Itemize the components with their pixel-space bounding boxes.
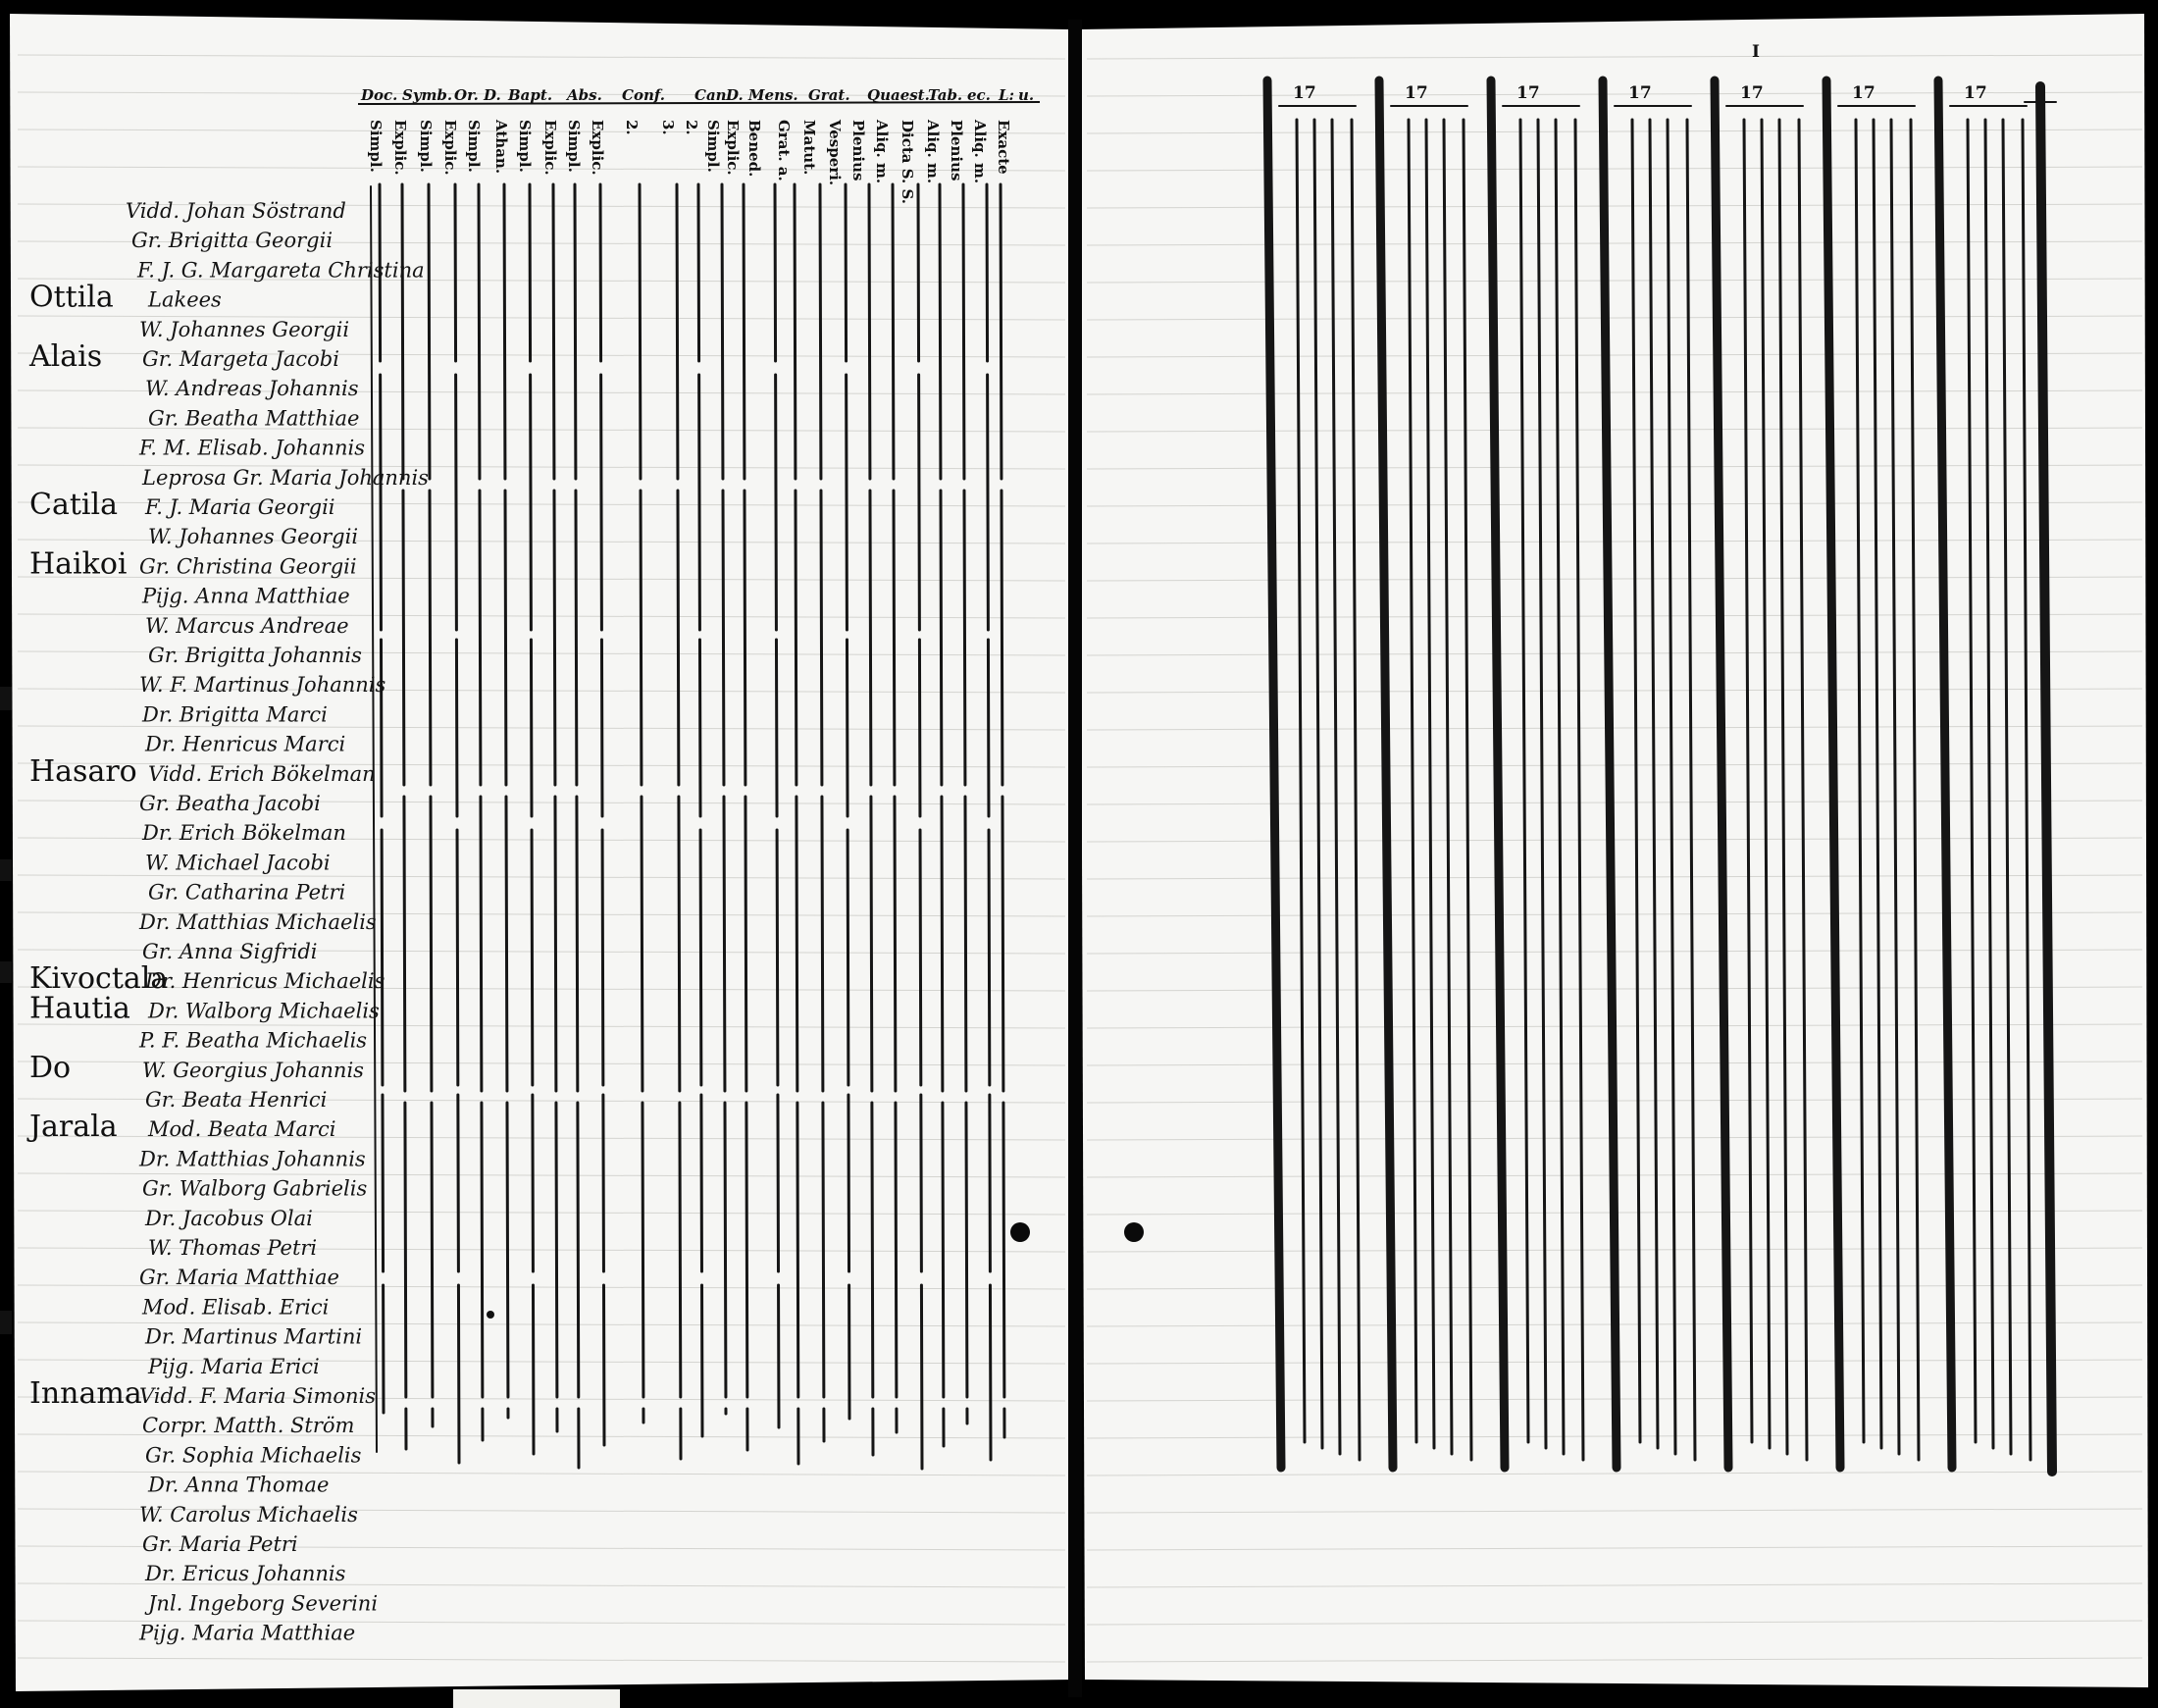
person-entry: Leprosa Gr. Maria Johannis (142, 465, 429, 490)
person-entry: Mod. Elisab. Erici (142, 1295, 330, 1320)
person-entry: W. Johannes Georgii (139, 317, 350, 341)
farm-name: Catila (29, 488, 118, 522)
person-entry: P. F. Beatha Michaelis (139, 1028, 368, 1053)
binding-hole-left (1010, 1222, 1030, 1242)
person-entry: Gr. Beatha Jacobi (139, 792, 321, 815)
person-entry: Dr. Brigitta Marci (142, 702, 328, 727)
person-entry: F. J. G. Margareta Christina (137, 258, 425, 283)
person-entry: W. Carolus Michaelis (139, 1502, 358, 1527)
book-gutter (1068, 20, 1082, 1697)
header-can: Can. (694, 86, 732, 104)
header-dmens: D. Mens. (726, 86, 798, 104)
subcolumn-header: Simpl. (516, 120, 534, 173)
header-bapt: Bapt. (508, 86, 553, 104)
person-entry: Gr. Margeta Jacobi (142, 347, 339, 371)
person-entry: Dr. Anna Thomae (148, 1473, 330, 1497)
header-quaest: Quaest. (867, 86, 930, 104)
subcolumn-header: Aliq. m. (873, 120, 891, 184)
subcolumn-header: Simpl. (367, 120, 385, 173)
person-entry: Mod. Beata Marci (148, 1117, 336, 1142)
subcolumn-header: Simpl. (465, 120, 483, 173)
farm-name: Kivoctala (29, 961, 169, 997)
person-entry: W. Michael Jacobi (145, 851, 331, 875)
bottom-paper-strip (453, 1689, 620, 1708)
subcolumn-header: Vesperi. (826, 120, 844, 186)
subcolumn-header: Simpl. (704, 120, 722, 173)
year-label: 17 (1405, 83, 1428, 103)
person-entry: Dr. Henricus Marci (145, 732, 346, 756)
person-entry: Jnl. Ingeborg Severini (148, 1591, 379, 1616)
column-header-row (358, 86, 1040, 104)
subcolumn-header: Grat. a. (775, 120, 793, 181)
subcolumn-header: Exacte (995, 120, 1012, 175)
subcolumn-header: Plenius (849, 120, 867, 181)
person-entry: W. Thomas Petri (148, 1236, 318, 1260)
person-entry: Gr. Christina Georgii (139, 554, 357, 579)
farm-name: Haikoi (29, 546, 128, 582)
person-entry: Vidd. F. Maria Simonis (139, 1384, 377, 1408)
person-entry: Gr. Beata Henrici (145, 1088, 328, 1112)
header-symb: Symb. (402, 86, 453, 104)
person-entry: Gr. Anna Sigfridi (142, 940, 318, 963)
person-entry: W. Marcus Andreae (145, 613, 349, 638)
year-label: 17 (1628, 83, 1652, 103)
subcolumn-header: Athan. (492, 120, 510, 175)
subcolumn-header: Explic. (441, 120, 459, 176)
subcolumn-header: Simpl. (565, 120, 583, 173)
farm-name: Hasaro (29, 753, 137, 789)
subcolumn-header: Matut. (800, 120, 818, 176)
subcolumn-header: 3. (659, 120, 677, 135)
year-label: 17 (1740, 83, 1764, 103)
person-entry: W. Johannes Georgii (148, 525, 359, 549)
subcolumn-header: Aliq. m. (971, 120, 989, 184)
subcolumn-header: Simpl. (417, 120, 435, 173)
farm-name: Do (29, 1050, 72, 1085)
person-entry: Pijg. Maria Erici (148, 1354, 320, 1378)
person-entry: Gr. Maria Matthiae (139, 1266, 339, 1290)
subcolumn-header: Explic. (589, 120, 606, 176)
header-u: u. (1018, 86, 1035, 104)
person-entry: Dr. Martinus Martini (145, 1324, 363, 1349)
person-entry: Gr. Beatha Matthiae (148, 406, 360, 431)
person-entry: Vidd. Johan Söstrand (126, 199, 346, 223)
header-conf: Conf. (622, 86, 665, 104)
person-entry: Gr. Brigitta Johannis (148, 644, 362, 667)
farm-name: Innama (29, 1376, 142, 1411)
year-label: 17 (1964, 83, 1987, 103)
person-entry: Gr. Walborg Gabrielis (142, 1176, 368, 1201)
person-entry: Pijg. Anna Matthiae (142, 584, 350, 608)
header-abs: Abs. (567, 86, 602, 104)
subcolumn-header: Explic. (724, 120, 742, 176)
person-entry: Dr. Ericus Johannis (145, 1562, 346, 1586)
header-l: L: (999, 86, 1015, 104)
person-entry: Dr. Matthias Michaelis (139, 909, 377, 934)
person-entry: F. M. Elisab. Johannis (139, 436, 366, 460)
subcolumn-header: Explic. (541, 120, 559, 176)
person-entry: Dr. Jacobus Olai (145, 1206, 313, 1230)
person-entry: Gr. Brigitta Georgii (131, 229, 334, 253)
farm-name: Hautia (29, 991, 130, 1026)
farm-name: Jarala (29, 1110, 118, 1145)
year-label: 17 (1852, 83, 1875, 103)
header-grat: Grat. (808, 86, 850, 104)
year-label: 17 (1516, 83, 1540, 103)
person-entry: W. Georgius Johannis (142, 1058, 364, 1082)
person-entry: Dr. Henricus Michaelis (145, 969, 385, 994)
header-ec: ec. (967, 86, 991, 104)
person-entry: Lakees (148, 287, 222, 312)
subcolumn-header: Explic. (391, 120, 409, 176)
year-label: 17 (1293, 83, 1316, 103)
person-entry: Dr. Erich Bökelman (142, 821, 346, 846)
subcolumn-header: Aliq. m. (924, 120, 942, 184)
person-entry: W. Andreas Johannis (145, 377, 359, 401)
person-entry: F. J. Maria Georgii (145, 495, 335, 519)
person-entry: Gr. Catharina Petri (148, 880, 346, 905)
person-entry: Gr. Maria Petri (142, 1532, 298, 1556)
page-marker: I (1752, 42, 1760, 62)
subcolumn-header: Bened. (745, 120, 763, 178)
person-entry: Dr. Walborg Michaelis (148, 999, 380, 1023)
header-doc: Doc. (361, 86, 398, 104)
subcolumn-header: Dicta S. S. (899, 120, 916, 204)
ink-dot (487, 1311, 494, 1319)
subcolumn-header: Plenius (948, 120, 965, 181)
person-entry: Pijg. Maria Matthiae (139, 1621, 356, 1645)
farm-name: Ottila (29, 280, 114, 315)
farm-name: Alais (29, 339, 103, 374)
header-ord: Or. D. (454, 86, 501, 104)
person-entry: W. F. Martinus Johannis (139, 673, 386, 698)
subcolumn-header: 2. (623, 120, 641, 135)
binding-hole-right (1124, 1222, 1144, 1242)
subcolumn-header: 2. (683, 120, 700, 135)
person-entry: Vidd. Erich Bökelman (148, 761, 376, 786)
person-entry: Corpr. Matth. Ström (142, 1414, 355, 1438)
header-tab: Tab. (928, 86, 963, 104)
person-entry: Gr. Sophia Michaelis (145, 1443, 362, 1468)
person-entry: Dr. Matthias Johannis (139, 1147, 366, 1171)
